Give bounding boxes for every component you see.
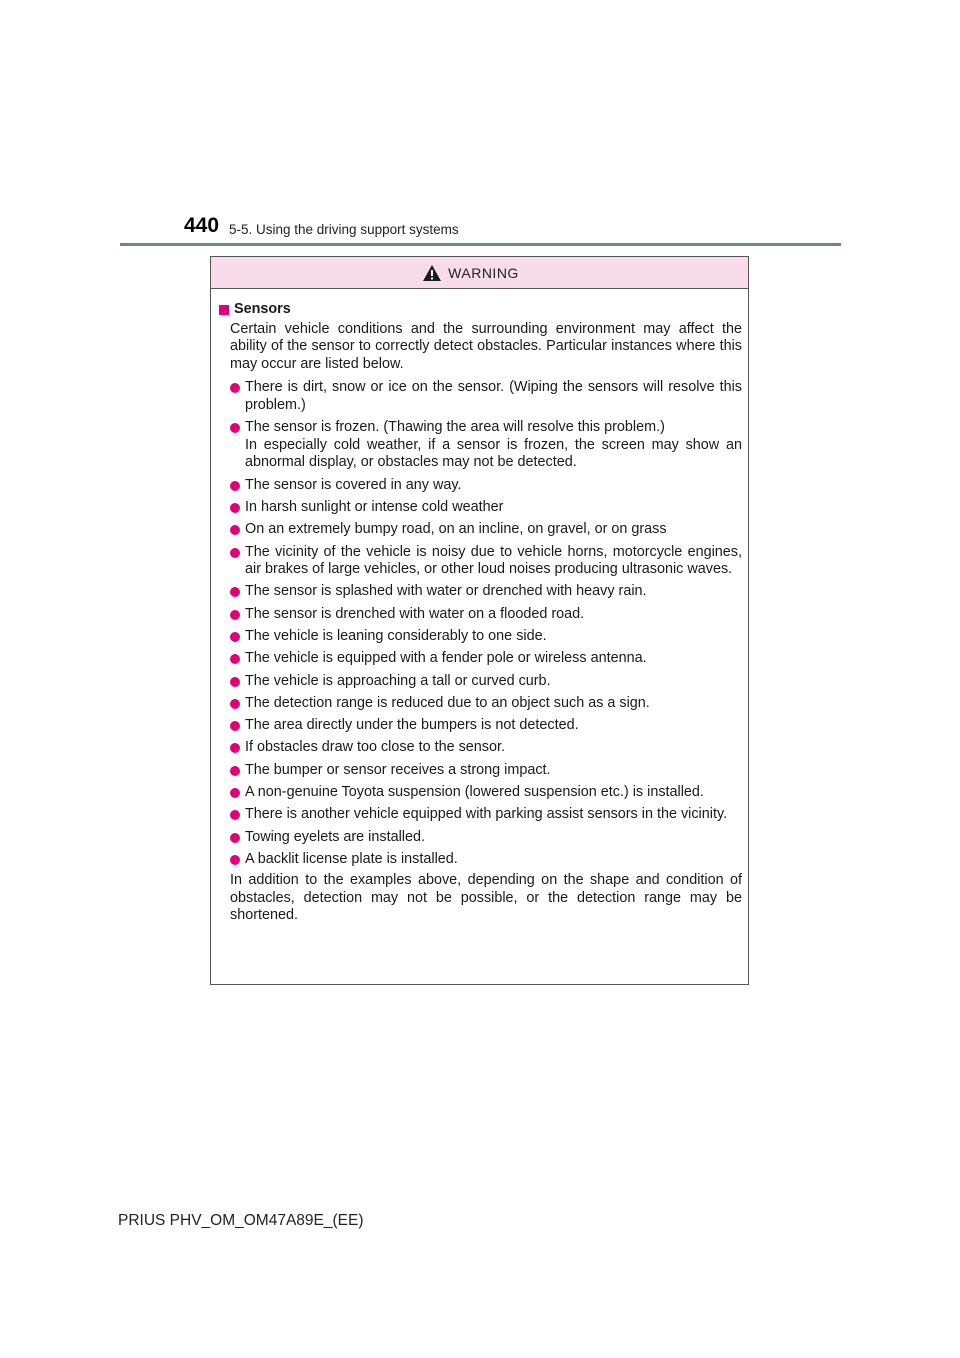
frozen-note: In especially cold weather, if a sensor is frozen, the screen may show an abnormal display, or obstacles may not be detected. xyxy=(245,436,742,471)
list-item: The vehicle is approaching a tall or curved curb. xyxy=(230,673,742,691)
bullet-dot-icon xyxy=(230,423,240,433)
conditions-list xyxy=(230,379,742,868)
bullet-dot-icon xyxy=(230,743,240,753)
warning-body xyxy=(211,289,748,925)
bullet-dot-icon xyxy=(230,632,240,642)
bullet-dot-icon xyxy=(230,855,240,865)
list-item: The sensor is frozen. (Thawing the area will resolve this problem.) In especially cold weather, if a sensor is frozen, the screen may show an abnormal display, or obstacles may not be detected. xyxy=(230,419,742,472)
bullet-dot-icon xyxy=(230,654,240,664)
document-code: PRIUS PHV_OM_OM47A89E_(EE) xyxy=(118,1212,364,1229)
warning-header xyxy=(211,257,748,289)
warning-triangle-icon xyxy=(422,264,442,282)
bullet-dot-icon xyxy=(230,383,240,393)
list-item: In harsh sunlight or intense cold weather xyxy=(230,499,742,517)
bullet-dot-icon xyxy=(230,503,240,513)
heading-text: Sensors xyxy=(234,301,291,317)
bullet-dot-icon xyxy=(230,810,240,820)
list-item: There is another vehicle equipped with parking assist sensors in the vicinity. xyxy=(230,806,742,824)
bullet-dot-icon xyxy=(230,587,240,597)
list-item: Towing eyelets are installed. xyxy=(230,829,742,847)
bullet-dot-icon xyxy=(230,833,240,843)
list-item: A backlit license plate is installed. xyxy=(230,851,742,869)
header-rule xyxy=(120,243,841,246)
list-item: A non-genuine Toyota suspension (lowered suspension etc.) is installed. xyxy=(230,784,742,802)
list-item: If obstacles draw too close to the sensor. xyxy=(230,739,742,757)
list-item: The bumper or sensor receives a strong impact. xyxy=(230,762,742,780)
list-item: There is dirt, snow or ice on the sensor. (Wiping the sensors will resolve this problem.) xyxy=(230,379,742,414)
bullet-dot-icon xyxy=(230,766,240,776)
section-title: 5-5. Using the driving support systems xyxy=(229,222,459,237)
bullet-dot-icon xyxy=(230,548,240,558)
bullet-dot-icon xyxy=(230,677,240,687)
outro-text: In addition to the examples above, depending on the shape and condition of obstacles, detection may not be possible, or the detection range may be shortened. xyxy=(230,872,742,924)
list-item: The sensor is drenched with water on a flooded road. xyxy=(230,606,742,624)
page-number: 440 xyxy=(184,214,220,237)
bullet-dot-icon xyxy=(230,525,240,535)
list-item: The vehicle is equipped with a fender pole or wireless antenna. xyxy=(230,650,742,668)
list-item: The vehicle is leaning considerably to one side. xyxy=(230,628,742,646)
warning-title: WARNING xyxy=(448,264,519,281)
list-item: On an extremely bumpy road, on an incline, on gravel, or on grass xyxy=(230,521,742,539)
bullet-dot-icon xyxy=(230,788,240,798)
list-item: The detection range is reduced due to an object such as a sign. xyxy=(230,695,742,713)
intro-text: Certain vehicle conditions and the surrounding environment may affect the ability of the sensor to correctly detect obstacles. Particular instances where this may occur are listed below. xyxy=(230,320,742,372)
bullet-dot-icon xyxy=(230,481,240,491)
bullet-dot-icon xyxy=(230,721,240,731)
sensors-heading xyxy=(219,301,742,319)
warning-box xyxy=(210,256,749,985)
bullet-dot-icon xyxy=(230,699,240,709)
list-item: The vicinity of the vehicle is noisy due to vehicle horns, motorcycle engines, air brakes of large vehicles, or other loud noises producing ultrasonic waves. xyxy=(230,544,742,579)
list-item: The sensor is splashed with water or drenched with heavy rain. xyxy=(230,583,742,601)
list-item: The area directly under the bumpers is not detected. xyxy=(230,717,742,735)
square-bullet-icon xyxy=(219,305,229,315)
list-item: The sensor is covered in any way. xyxy=(230,477,742,495)
bullet-dot-icon xyxy=(230,610,240,620)
